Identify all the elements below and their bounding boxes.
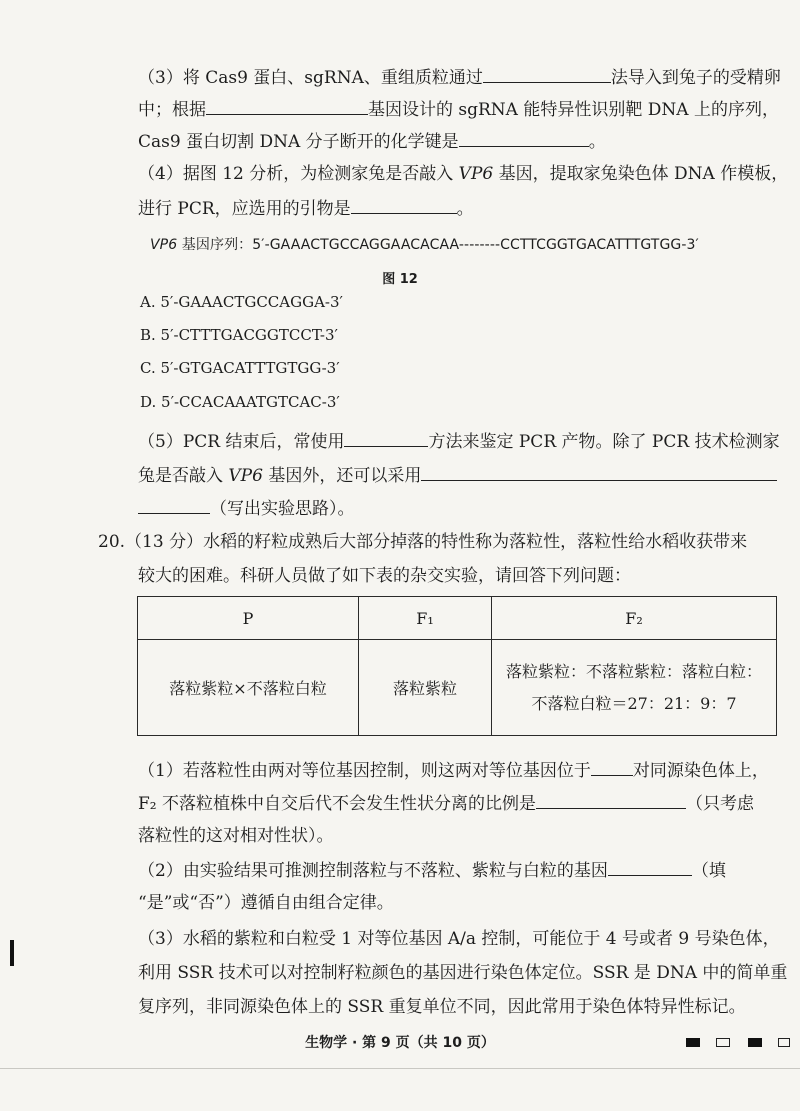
- answer-blank[interactable]: [421, 464, 777, 481]
- option-d[interactable]: D. 5′-CCACAAATGTCAC-3′: [140, 393, 340, 411]
- page-edge-line: [0, 1068, 800, 1069]
- table-row: [138, 640, 777, 736]
- option-b[interactable]: B. 5′-CTTTGACGGTCCT-3′: [140, 326, 338, 344]
- q19-part4-line1: （4）据图 12 分析，为检测家兔是否敲入 VP6 基因，提取家兔染色体 DNA 作模板，: [138, 164, 789, 184]
- q19-part5-line1: （5）PCR 结束后，常使用 方法来鉴定 PCR 产物。除了 PCR 技术检测家: [138, 432, 780, 452]
- registration-mark: [748, 1038, 762, 1047]
- registration-mark: [686, 1038, 700, 1047]
- header-p: P: [138, 597, 359, 640]
- q19-part4-line2: 进行 PCR，应选用的引物是 。: [138, 199, 474, 219]
- answer-blank[interactable]: [536, 792, 686, 809]
- q19-part3-line2: 中；根据 基因设计的 sgRNA 能特异性识别靶 DNA 上的序列，: [138, 100, 779, 120]
- registration-mark: [716, 1038, 730, 1047]
- q20-part1-line2: F₂ 不落粒植株中自交后代不会发生性状分离的比例是 （只考虑: [138, 794, 755, 814]
- answer-blank[interactable]: [206, 98, 368, 115]
- option-c[interactable]: C. 5′-GTGACATTTGTGG-3′: [140, 359, 340, 377]
- cross-experiment-table: [137, 596, 777, 736]
- table-header-row: [138, 597, 777, 640]
- q20-part1-line3: 落粒性的这对相对性状）。: [138, 826, 334, 846]
- q20-part2-line2: “是”或“否”）遵循自由组合定律。: [138, 893, 394, 913]
- vp6-gene-sequence: VP6 基因序列：5′-GAAACTGCCAGGAACACAA--------CCTTCGGTGACATTTGTGG-3′: [150, 237, 699, 253]
- q20-part1-line1: （1）若落粒性由两对等位基因控制，则这两对等位基因位于 对同源染色体上，: [138, 761, 769, 781]
- cell-f2: 落粒紫粒：不落粒紫粒：落粒白粒： 不落粒白粒＝27：21：9：7: [492, 640, 777, 736]
- header-f1: F₁: [359, 597, 492, 640]
- answer-blank[interactable]: [344, 430, 428, 447]
- q19-part3-line1: （3）将 Cas9 蛋白、sgRNA、重组质粒通过 法导入到兔子的受精卵: [138, 68, 781, 88]
- q20-part3-line3: 复序列，非同源染色体上的 SSR 重复单位不同，因此常用于染色体特异性标记。: [138, 997, 746, 1017]
- cell-f1: 落粒紫粒: [359, 640, 492, 736]
- cell-parents: 落粒紫粒×不落粒白粒: [138, 640, 359, 736]
- q19-part5-line3: （写出实验思路）。: [138, 497, 778, 520]
- answer-blank[interactable]: [459, 130, 589, 147]
- answer-blank[interactable]: [483, 66, 611, 83]
- question-number: 20.: [98, 532, 126, 552]
- q19-part5-line2: 兔是否敲入 VP6 基因外，还可以采用: [138, 464, 778, 487]
- q20-intro-line2: 较大的困难。科研人员做了如下表的杂交实验，请回答下列问题：: [138, 566, 631, 586]
- q20-intro-line1: 20.（13 分）水稻的籽粒成熟后大部分掉落的特性称为落粒性，落粒性给水稻收获带来: [98, 532, 748, 552]
- answer-blank[interactable]: [591, 759, 633, 776]
- q20-part3-line2: 利用 SSR 技术可以对控制籽粒颜色的基因进行染色体定位。SSR 是 DNA 中的简单重: [138, 963, 788, 983]
- answer-blank[interactable]: [608, 859, 692, 876]
- page-footer: 生物学 · 第 9 页（共 10 页）: [305, 1035, 495, 1051]
- registration-mark: [778, 1038, 790, 1047]
- figure-caption: 图 12: [382, 272, 418, 287]
- answer-blank[interactable]: [351, 197, 457, 214]
- option-a[interactable]: A. 5′-GAAACTGCCAGGA-3′: [140, 293, 343, 311]
- answer-blank[interactable]: [138, 497, 210, 514]
- q20-part3-line1: （3）水稻的紫粒和白粒受 1 对等位基因 A/a 控制，可能位于 4 号或者 9 号染色体，: [138, 929, 780, 949]
- q19-part3-line3: Cas9 蛋白切割 DNA 分子断开的化学键是 。: [138, 132, 606, 152]
- q20-part2-line1: （2）由实验结果可推测控制落粒与不落粒、紫粒与白粒的基因 （填: [138, 861, 726, 881]
- margin-mark: [10, 940, 14, 966]
- header-f2: F₂: [492, 597, 777, 640]
